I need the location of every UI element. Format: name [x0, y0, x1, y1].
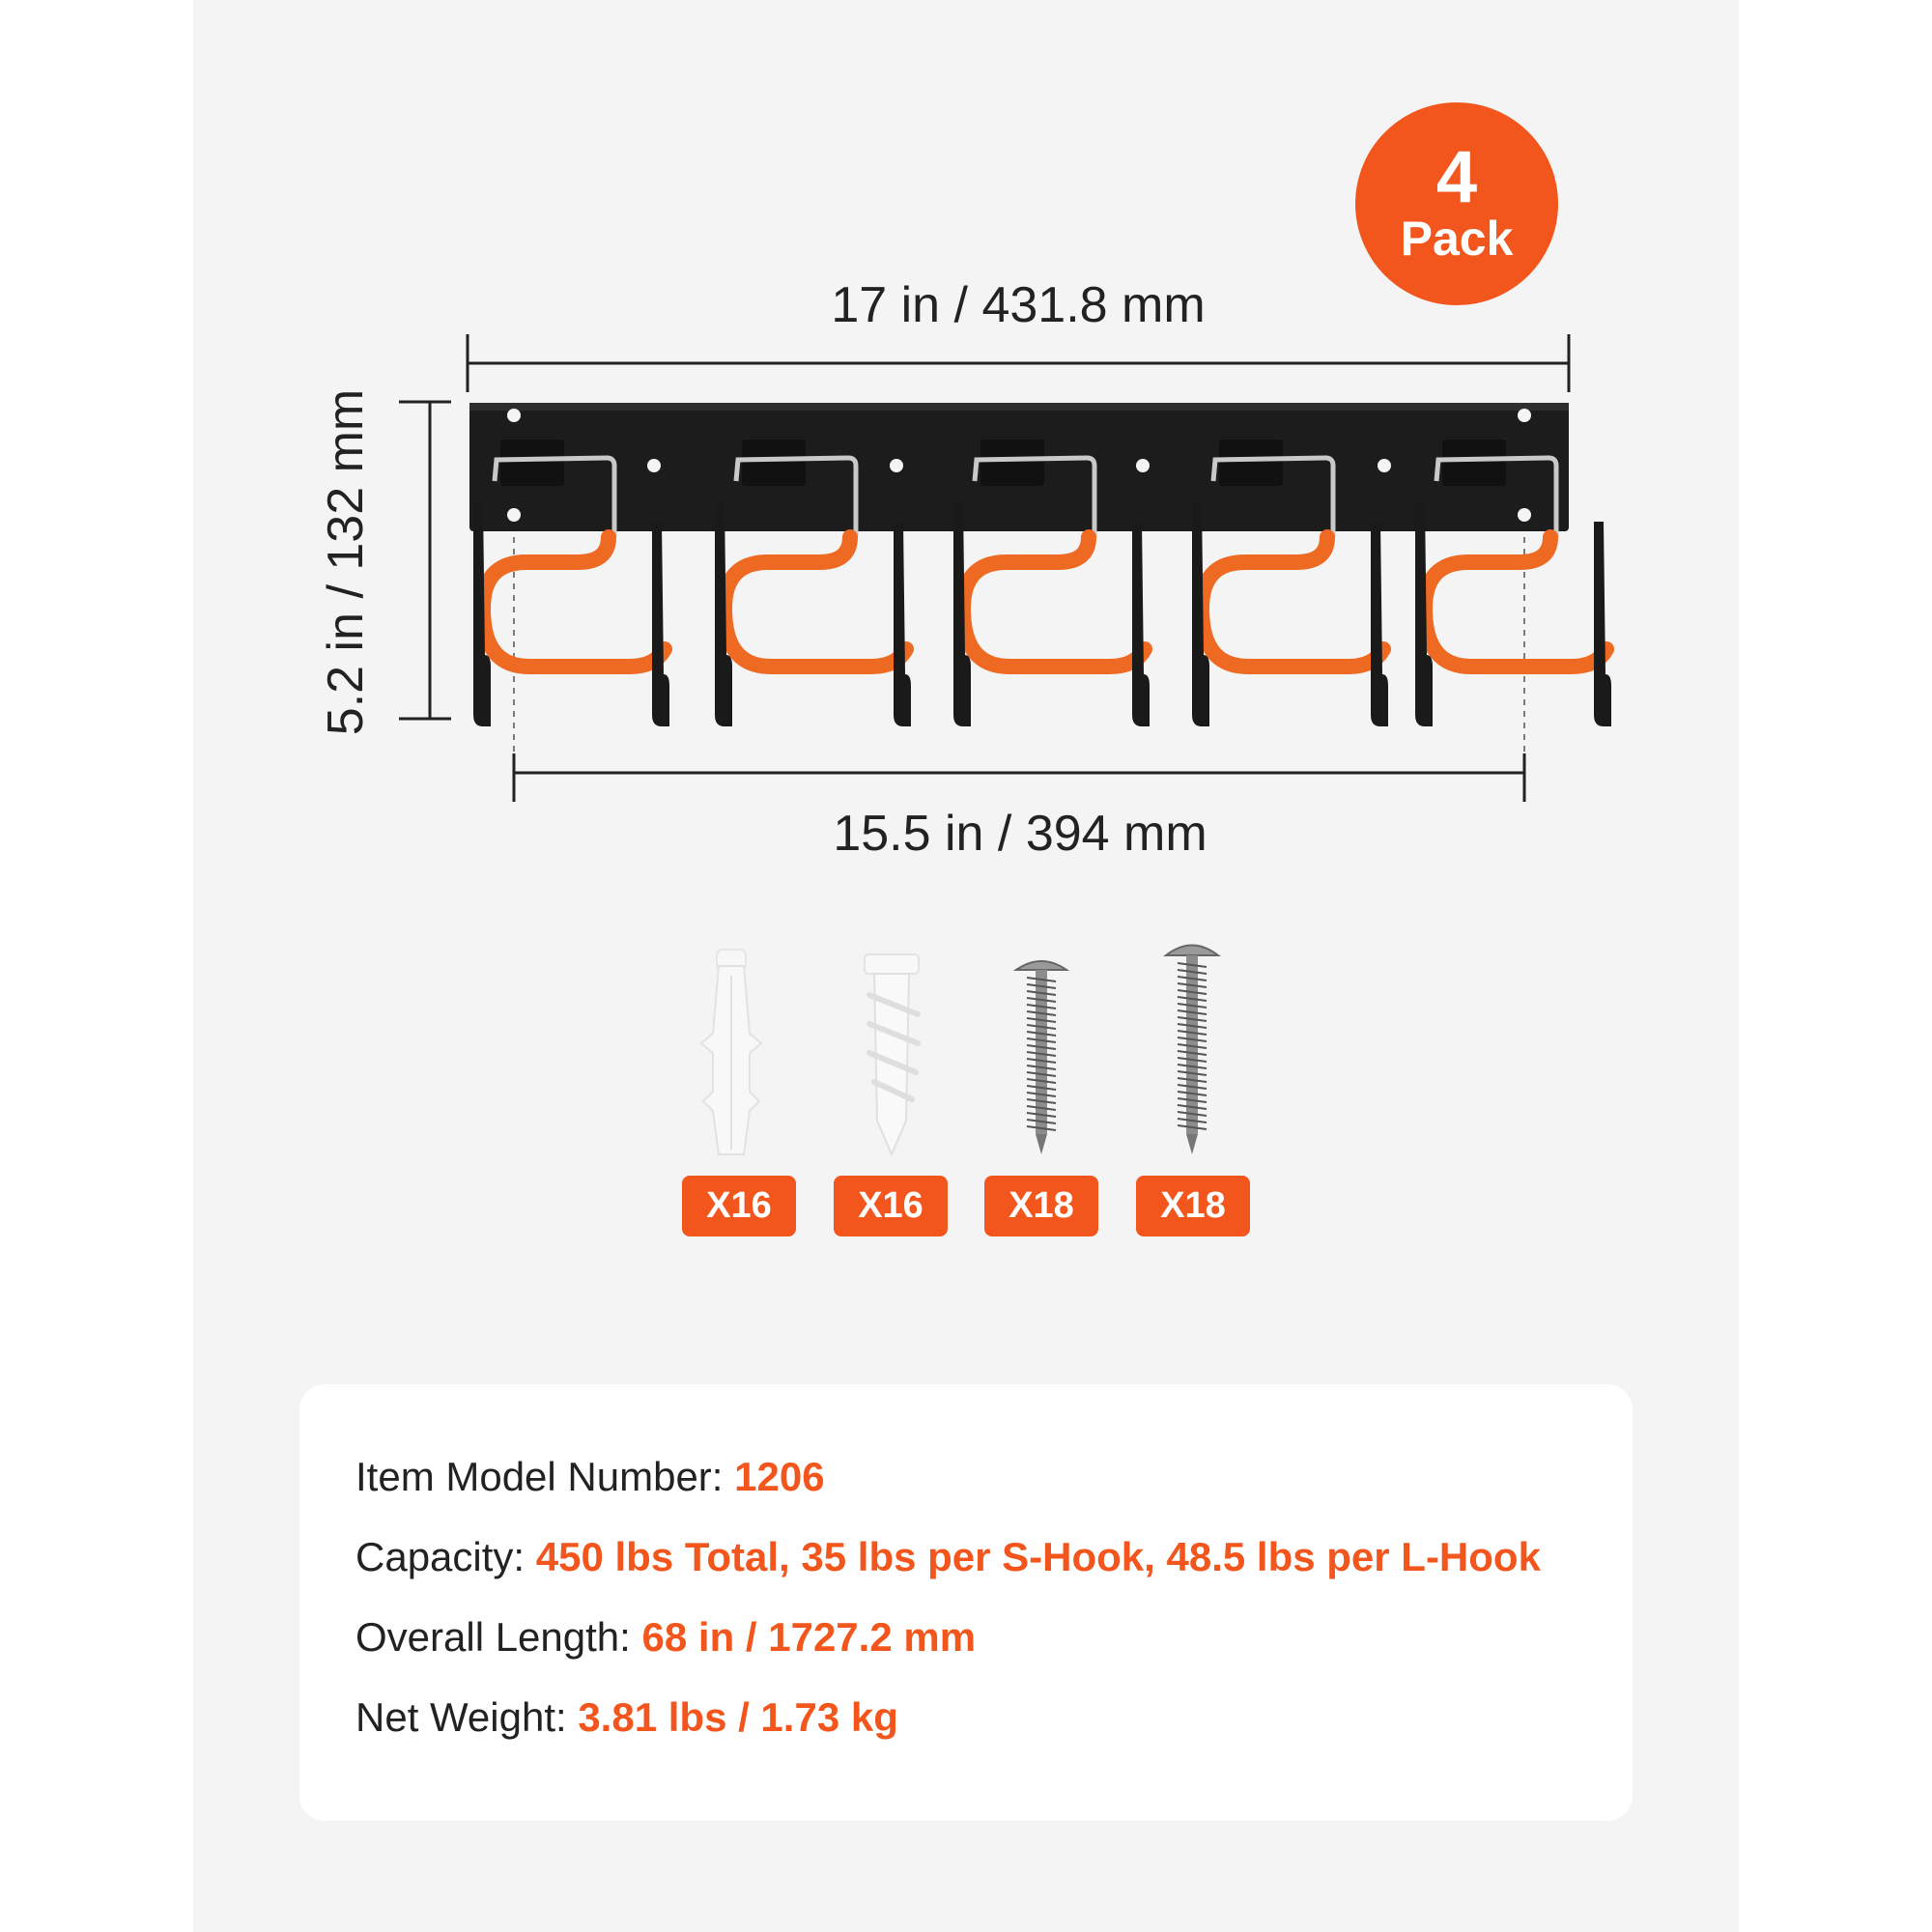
spec-row-length [355, 1614, 976, 1661]
spec-value: 450 lbs Total, 35 lbs per S-Hook, 48.5 lbs per L-Hook [535, 1534, 1541, 1579]
mounting-hole [890, 459, 903, 472]
mounting-hole [507, 508, 521, 522]
mounting-hole [1518, 409, 1531, 422]
spec-label: Item Model Number: [355, 1454, 735, 1499]
quantity-badge-plastic-anchor: X16 [682, 1176, 796, 1236]
spec-label: Overall Length: [355, 1614, 642, 1660]
quantity-badge-short-screw: X18 [984, 1176, 1098, 1236]
spec-row-model [355, 1454, 825, 1500]
spec-label: Net Weight: [355, 1694, 579, 1740]
width-dimension [468, 277, 1569, 392]
mounting-hole [1378, 459, 1391, 472]
hole-spacing-label: 15.5 in / 394 mm [833, 806, 1208, 862]
quantity-badge-drywall-anchor: X16 [834, 1176, 948, 1236]
mounting-hole [1518, 508, 1531, 522]
specs-card [299, 1384, 1633, 1821]
pack-badge [1355, 102, 1558, 305]
spec-row-capacity [355, 1534, 1541, 1580]
width-dimension-label: 17 in / 431.8 mm [831, 277, 1206, 333]
mounting-hole [1136, 459, 1150, 472]
spec-row-weight [355, 1694, 898, 1741]
pack-label: Pack [1400, 212, 1514, 266]
spec-value: 1206 [734, 1454, 825, 1499]
plastic-anchor-icon [701, 950, 761, 1154]
drywall-anchor-icon [865, 954, 919, 1154]
quantity-badge-long-screw: X18 [1136, 1176, 1250, 1236]
short-screw-icon [1016, 961, 1066, 1154]
mounting-hole [507, 409, 521, 422]
height-dimension [318, 389, 451, 735]
spec-value: 3.81 lbs / 1.73 kg [578, 1694, 898, 1740]
spec-label: Capacity: [355, 1534, 536, 1579]
spec-value: 68 in / 1727.2 mm [641, 1614, 977, 1660]
height-dimension-label: 5.2 in / 132 mm [318, 388, 374, 736]
mounting-hole [647, 459, 661, 472]
pack-count: 4 [1435, 136, 1478, 218]
long-screw-icon [1166, 946, 1218, 1155]
